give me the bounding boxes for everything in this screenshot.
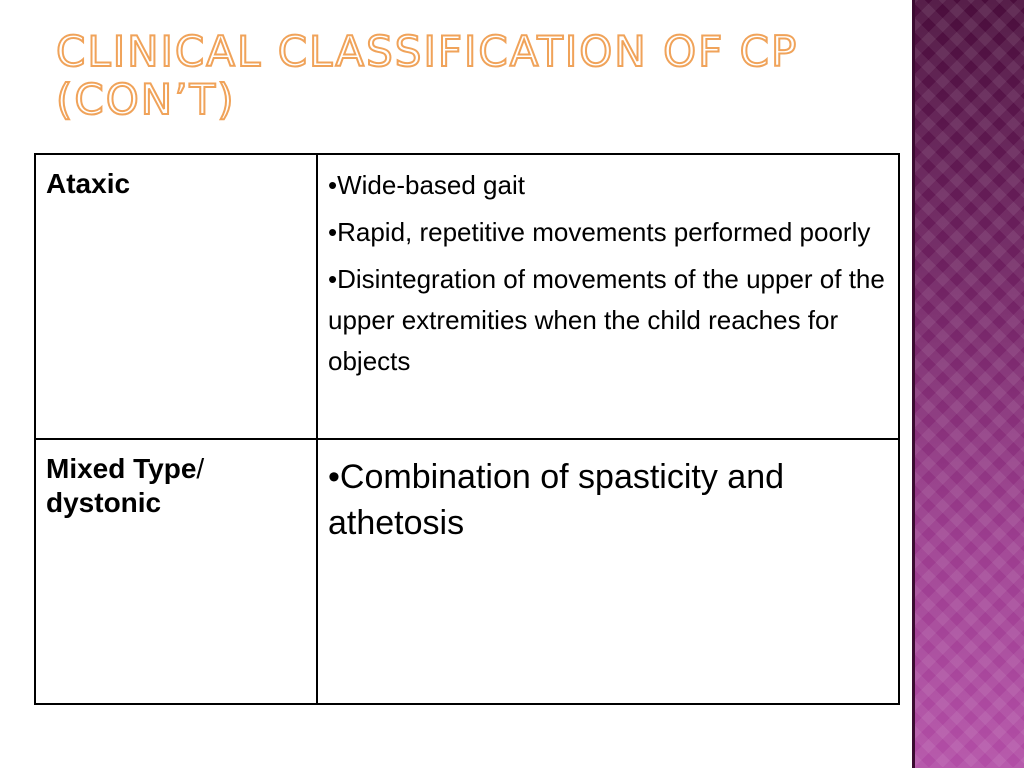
classification-table: [34, 153, 900, 705]
description-bullet: •Rapid, repetitive movements performed poorly: [328, 217, 871, 247]
cp-type-label-line-2: dystonic: [46, 487, 162, 518]
decorative-side-band: [912, 0, 1024, 768]
cp-description-cell: [317, 154, 899, 439]
slide-title-line-2: (CON’T): [56, 75, 236, 124]
cp-type-label: Mixed Type: [46, 453, 197, 484]
description-bullet: •Disintegration of movements of the upper of the upper extremities when the child reaches for objects: [328, 264, 885, 376]
cp-description-cell: [317, 439, 899, 704]
description-bullet: •Combination of spasticity and athetosis: [328, 458, 785, 542]
cp-type-cell: [35, 439, 317, 704]
cp-type-slash: /: [196, 453, 205, 484]
table-row: [35, 154, 899, 439]
table-row: [35, 439, 899, 704]
slide-title: [56, 28, 896, 124]
cp-type-cell: [35, 154, 317, 439]
slide-title-line-1: CLINICAL CLASSIFICATION OF CP: [56, 27, 799, 76]
description-bullet: •Wide-based gait: [328, 170, 525, 200]
cp-type-label: Ataxic: [46, 168, 131, 199]
